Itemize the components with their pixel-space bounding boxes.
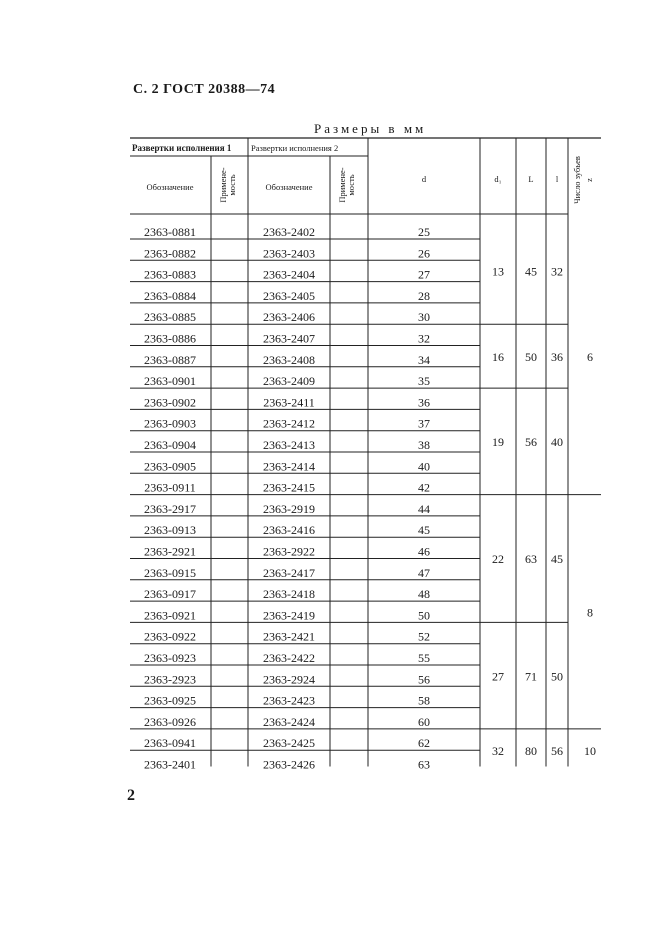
d1-cell: 27: [492, 669, 504, 684]
designation-header-2: Обозначение: [265, 182, 313, 192]
designation-cell-2: 2363-2416: [263, 523, 315, 538]
l-cell: 36: [551, 349, 563, 364]
designation-cell-2: 2363-2422: [263, 651, 315, 665]
d-cell: 27: [418, 267, 430, 282]
designation-cell-1: 2363-0884: [144, 288, 196, 303]
d-cell: 48: [418, 587, 430, 602]
designation-cell-2: 2363-2403: [263, 246, 315, 261]
designation-cell-2: 2363-2424: [263, 714, 315, 729]
page-number: 2: [127, 787, 135, 804]
designation-cell-2: 2363-2406: [263, 310, 315, 325]
d-cell: 42: [418, 480, 430, 495]
designation-cell-1: 2363-0904: [144, 438, 196, 452]
L-cell: 50: [525, 349, 537, 364]
teeth-cell: 10: [584, 743, 596, 758]
d-cell: 40: [418, 459, 430, 474]
d-cell: 62: [418, 736, 430, 751]
designation-cell-1: 2363-0901: [144, 374, 196, 389]
teeth-cell: 8: [587, 605, 593, 620]
designation-cell-2: 2363-2408: [263, 352, 315, 367]
designation-cell-1: 2363-0915: [144, 565, 196, 580]
d-cell: 37: [418, 416, 430, 431]
d1-cell: 22: [492, 552, 504, 567]
L-header: L: [528, 174, 534, 184]
L-cell: 80: [525, 743, 537, 758]
designation-cell-2: 2363-2402: [263, 225, 315, 239]
designation-header-1: Обозначение: [146, 182, 194, 192]
d-cell: 60: [418, 714, 430, 729]
designation-cell-2: 2363-2411: [263, 395, 315, 410]
d-cell: 47: [418, 565, 430, 580]
designation-cell-2: 2363-2419: [263, 608, 315, 623]
designation-cell-2: 2363-2919: [263, 501, 315, 516]
d-cell: 25: [418, 225, 430, 239]
d-header: d: [421, 174, 427, 184]
group1-header: Развертки исполнения 1: [132, 143, 232, 153]
teeth-cell: 6: [587, 349, 593, 364]
designation-cell-1: 2363-0905: [144, 459, 196, 474]
designation-cell-1: 2363-0883: [144, 267, 196, 282]
designation-cell-2: 2363-2405: [263, 288, 315, 303]
designation-cell-2: 2363-2426: [263, 757, 315, 772]
d-cell: 45: [418, 523, 430, 538]
d-cell: 58: [418, 693, 430, 708]
designation-cell-1: 2363-0886: [144, 331, 196, 346]
teeth-header: Число зубьев z: [572, 156, 594, 204]
designation-cell-2: 2363-2423: [263, 693, 315, 708]
l-header: l: [555, 174, 559, 184]
designation-cell-1: 2363-0911: [144, 480, 196, 495]
l-cell: 45: [551, 552, 563, 567]
d1-cell: 16: [492, 349, 504, 364]
designation-cell-1: 2363-0887: [144, 352, 196, 367]
designation-cell-2: 2363-2413: [263, 438, 315, 452]
d-cell: 26: [418, 246, 430, 261]
designation-cell-1: 2363-0922: [144, 629, 196, 644]
d1-cell: 19: [492, 435, 504, 449]
designation-cell-1: 2363-0925: [144, 693, 196, 708]
d1-cell: 13: [492, 264, 504, 279]
designation-cell-2: 2363-2407: [263, 331, 315, 346]
designation-cell-1: 2363-2917: [144, 501, 196, 516]
designation-cell-1: 2363-0941: [144, 736, 196, 751]
dimensions-caption: Размеры в мм: [314, 121, 427, 136]
d-cell: 55: [418, 651, 430, 665]
d-cell: 30: [418, 310, 430, 325]
d-cell: 36: [418, 395, 430, 410]
designation-cell-1: 2363-2923: [144, 672, 196, 687]
d-cell: 38: [418, 438, 430, 452]
designation-cell-1: 2363-0926: [144, 714, 196, 729]
d-cell: 44: [418, 501, 430, 516]
designation-cell-1: 2363-0921: [144, 608, 196, 623]
L-cell: 71: [525, 669, 537, 684]
designation-cell-1: 2363-0885: [144, 310, 196, 325]
page-header: С. 2 ГОСТ 20388—74: [133, 82, 276, 97]
applicability-header-2: Примене-мость: [337, 167, 356, 203]
designation-cell-2: 2363-2417: [263, 565, 315, 580]
L-cell: 56: [525, 435, 537, 449]
d-cell: 35: [418, 374, 430, 389]
d-cell: 28: [418, 288, 430, 303]
designation-cell-2: 2363-2404: [263, 267, 315, 282]
d-cell: 56: [418, 672, 430, 687]
L-cell: 63: [525, 552, 537, 567]
designation-cell-1: 2363-0917: [144, 587, 196, 602]
designation-cell-1: 2363-0902: [144, 395, 196, 410]
designation-cell-1: 2363-0882: [144, 246, 196, 261]
d-cell: 46: [418, 544, 430, 559]
l-cell: 32: [551, 264, 563, 279]
d-cell: 63: [418, 757, 430, 772]
applicability-header-1: Примене-мость: [218, 167, 237, 203]
d1-header: d₁: [494, 174, 502, 184]
L-cell: 45: [525, 264, 537, 279]
designation-cell-2: 2363-2412: [263, 416, 315, 431]
designation-cell-1: 2363-2401: [144, 757, 196, 772]
d-cell: 34: [418, 352, 430, 367]
d-cell: 50: [418, 608, 430, 623]
designation-cell-1: 2363-0923: [144, 651, 196, 665]
d-cell: 32: [418, 331, 430, 346]
designation-cell-1: 2363-0913: [144, 523, 196, 538]
l-cell: 40: [551, 435, 563, 449]
designation-cell-2: 2363-2922: [263, 544, 315, 559]
d1-cell: 32: [492, 743, 504, 758]
designation-cell-1: 2363-0881: [144, 225, 196, 239]
designation-cell-2: 2363-2414: [263, 459, 315, 474]
designation-cell-2: 2363-2418: [263, 587, 315, 602]
l-cell: 56: [551, 743, 563, 758]
designation-cell-1: 2363-2921: [144, 544, 196, 559]
designation-cell-2: 2363-2421: [263, 629, 315, 644]
designation-cell-2: 2363-2425: [263, 736, 315, 751]
l-cell: 50: [551, 669, 563, 684]
d-cell: 52: [418, 629, 430, 644]
designation-cell-2: 2363-2415: [263, 480, 315, 495]
designation-cell-1: 2363-0903: [144, 416, 196, 431]
designation-cell-2: 2363-2924: [263, 672, 315, 687]
designation-cell-2: 2363-2409: [263, 374, 315, 389]
group2-header: Развертки исполнения 2: [251, 143, 339, 153]
